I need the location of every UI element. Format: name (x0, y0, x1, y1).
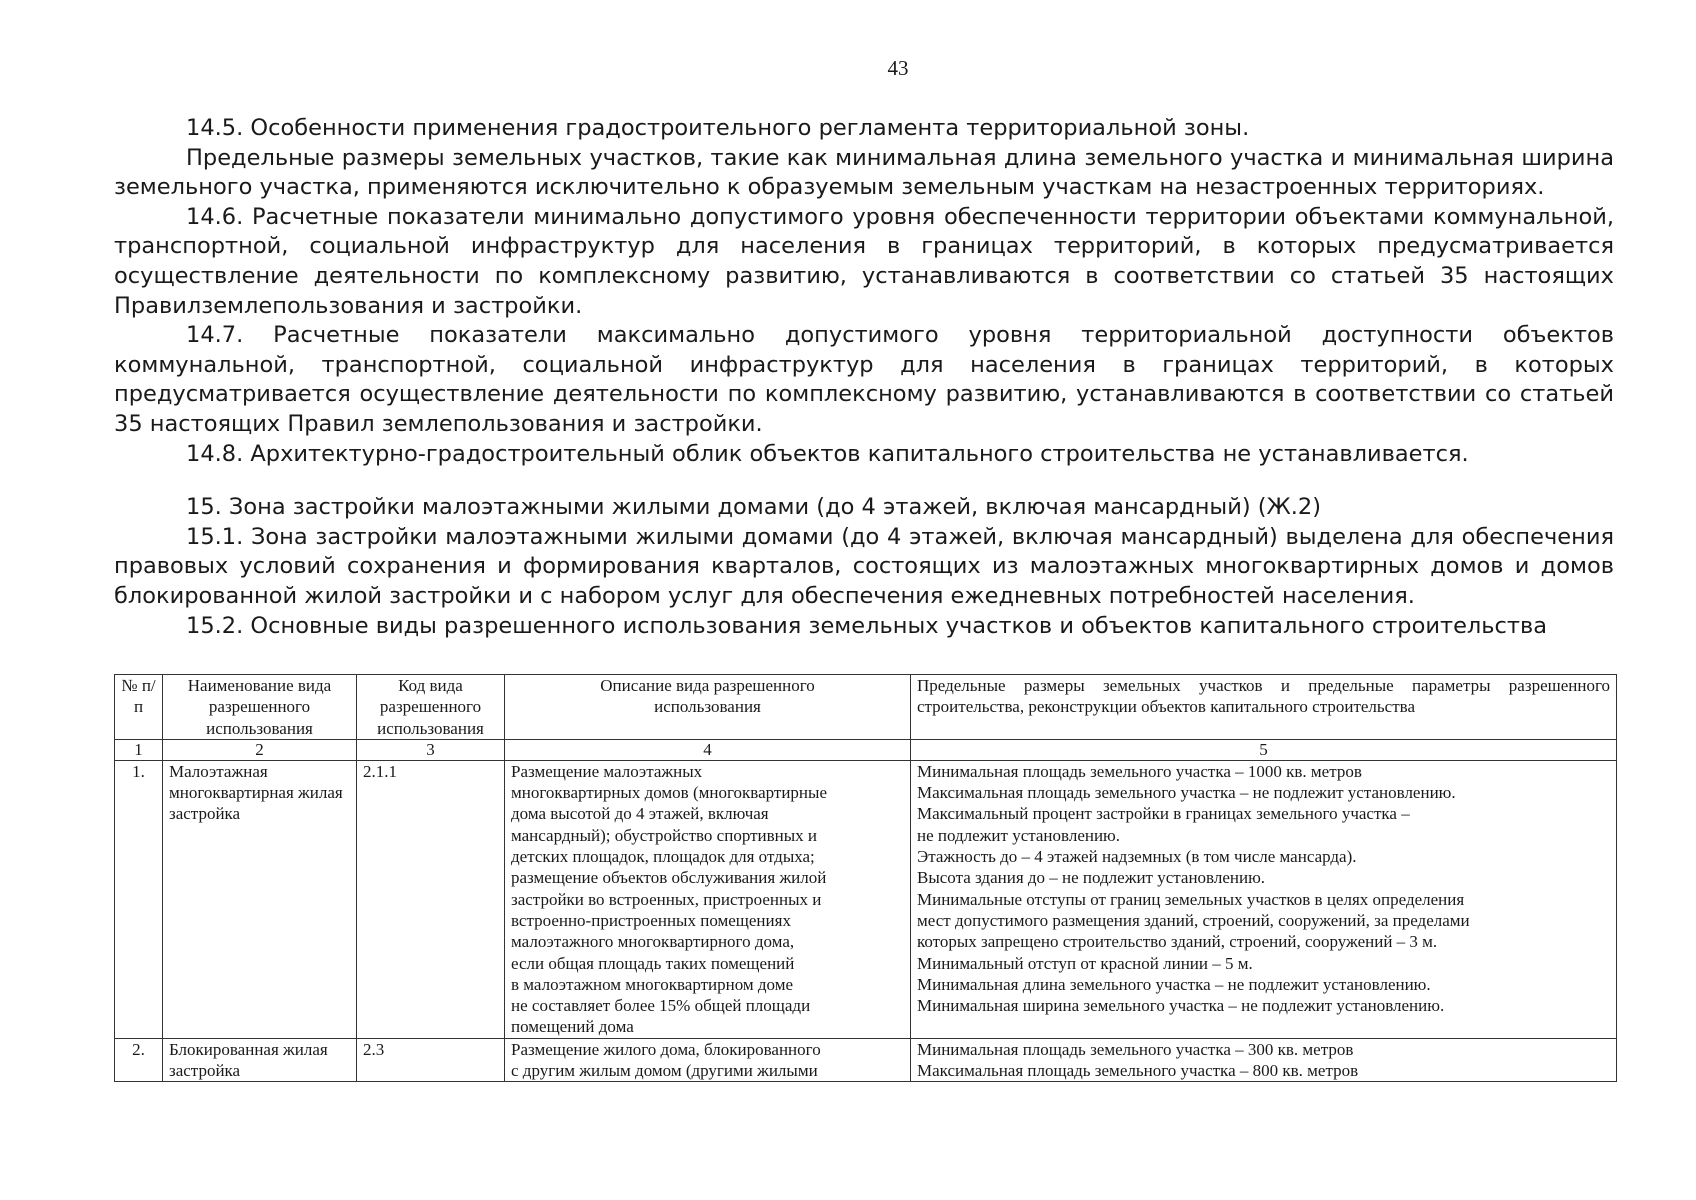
regulation-text (114, 114, 1614, 641)
use-code: 2.3 (357, 1038, 505, 1082)
paragraph-14-5-note: Предельные размеры земельных участков, такие как минимальная длина земельного участка и минимальная ширина земельного участка, применяются исключительно к образуемым земельным участкам на незастроенных территориях. (114, 144, 1614, 201)
parameter-line: Минимальная длина земельного участка – не подлежит установлению. (917, 974, 1431, 994)
section-gap (114, 469, 1614, 493)
use-parameters (911, 760, 1617, 1038)
paragraph-15-2: 15.2. Основные виды разрешенного использования земельных участков и объектов капитального строительства (186, 612, 1548, 639)
use-name: Малоэтажная многоквартирная жилая застройка (163, 760, 357, 1038)
paragraph-14-5: 14.5. Особенности применения градостроительного регламента территориальной зоны. (186, 115, 1250, 141)
parameter-line: Максимальная площадь земельного участка – не подлежит установлению. (917, 783, 1456, 803)
row-number: 2. (115, 1038, 163, 1082)
land-use-table (114, 674, 1617, 1082)
paragraph-14-8: 14.8. Архитектурно-градостроительный облик объектов капитального строительства не устанавливается. (186, 440, 1469, 467)
description-line: дома высотой до 4 этажей, включая (511, 804, 769, 824)
column-number-row (115, 739, 1617, 760)
column-number: 3 (357, 739, 505, 760)
table-row (115, 1038, 1617, 1082)
header-use-name: Наименование вида разрешенного использования (163, 675, 357, 740)
parameter-line: Минимальный отступ от красной линии – 5 м. (917, 953, 1253, 973)
use-description (505, 760, 911, 1038)
paragraph-14-6: 14.6. Расчетные показатели минимально допустимого уровня обеспеченности территории объектами коммунальной, транспортной, социальной инфраструктур для населения в границах территорий, в которых предусматривается осуществление деятельности по комплексному развитию, устанавливаются в соответствии со статьей 35 настоящих Правилземлепользования и застройки. (114, 203, 1614, 319)
description-line: в малоэтажном многоквартирном доме (511, 974, 794, 994)
use-name: Блокированная жилая застройка (163, 1038, 357, 1082)
paragraph-15-1: 15.1. Зона застройки малоэтажными жилыми домами (до 4 этажей, включая мансардный) выделена для обеспечения правовых условий сохранения и формирования кварталов, состоящих из малоэтажных многоквартирных домов и домов блокированной жилой застройки и с набором услуг для обеспечения ежедневных потребностей населения. (114, 523, 1614, 609)
table-row (115, 760, 1617, 1038)
description-line: если общая площадь таких помещений (511, 953, 795, 973)
parameter-line: Минимальная ширина земельного участка – не подлежит установлению. (917, 996, 1445, 1016)
column-number: 5 (911, 739, 1617, 760)
parameter-line: не подлежит установлению. (917, 825, 1121, 845)
table-header-row (115, 675, 1617, 740)
description-line: малоэтажного многоквартирного дома, (511, 932, 795, 952)
parameter-line: Высота здания до – не подлежит установлению. (917, 868, 1266, 888)
column-number: 1 (115, 739, 163, 760)
parameter-line: Этажность до – 4 этажей надземных (в том числе мансарда). (917, 847, 1357, 867)
description-line: застройки во встроенных, пристроенных и (511, 889, 822, 909)
parameter-line: Минимальная площадь земельного участка – 300 кв. метров (917, 1039, 1354, 1059)
column-number: 4 (505, 739, 911, 760)
row-number: 1. (115, 760, 163, 1038)
description-line: не составляет более 15% общей площади (511, 996, 811, 1016)
page-number: 43 (887, 56, 909, 80)
description-line: помещений дома (511, 1017, 634, 1037)
header-number: № п/п (115, 675, 163, 740)
header-parameters: Предельные размеры земельных участков и предельные параметры разрешенного строительства, реконструкции объектов капитального строительства (911, 675, 1617, 740)
section-15-heading: 15. Зона застройки малоэтажными жилыми домами (до 4 этажей, включая мансардный) (Ж.2) (186, 494, 1322, 521)
parameter-line: Минимальные отступы от границ земельных участков в целях определения (917, 889, 1465, 909)
parameter-line: Минимальная площадь земельного участка – 1000 кв. метров (917, 761, 1362, 781)
paragraph-14-7: 14.7. Расчетные показатели максимально допустимого уровня территориальной доступности объектов коммунальной, транспортной, социальной инфраструктур для населения в границах территорий, в которых предусматривается осуществление деятельности по комплексному развитию, устанавливаются в соответствии со статьей 35 настоящих Правил землепользования и застройки. (114, 322, 1614, 437)
description-line: Размещение малоэтажных (511, 761, 703, 781)
parameter-line: Максимальный процент застройки в границах земельного участка – (917, 804, 1410, 824)
use-code: 2.1.1 (357, 760, 505, 1038)
description-line: с другим жилым домом (другими жилыми (511, 1061, 818, 1081)
description-line: многоквартирных домов (многоквартирные (511, 783, 827, 803)
description-line: размещение объектов обслуживания жилой (511, 868, 827, 888)
parameter-line: мест допустимого размещения зданий, строений, сооружений, за пределами (917, 910, 1470, 930)
parameter-line: которых запрещено строительство зданий, строений, сооружений – 3 м. (917, 932, 1438, 952)
header-use-code: Код вида разрешенного использования (357, 675, 505, 740)
description-line: детских площадок, площадок для отдыха; (511, 847, 815, 867)
description-line: Размещение жилого дома, блокированного (511, 1039, 821, 1059)
column-number: 2 (163, 739, 357, 760)
header-use-description: Описание вида разрешенного использования (505, 675, 911, 740)
parameter-line: Максимальная площадь земельного участка – 800 кв. метров (917, 1061, 1359, 1081)
use-parameters (911, 1038, 1617, 1082)
use-description (505, 1038, 911, 1082)
description-line: встроенно-пристроенных помещениях (511, 910, 791, 930)
description-line: мансардный); обустройство спортивных и (511, 825, 818, 845)
